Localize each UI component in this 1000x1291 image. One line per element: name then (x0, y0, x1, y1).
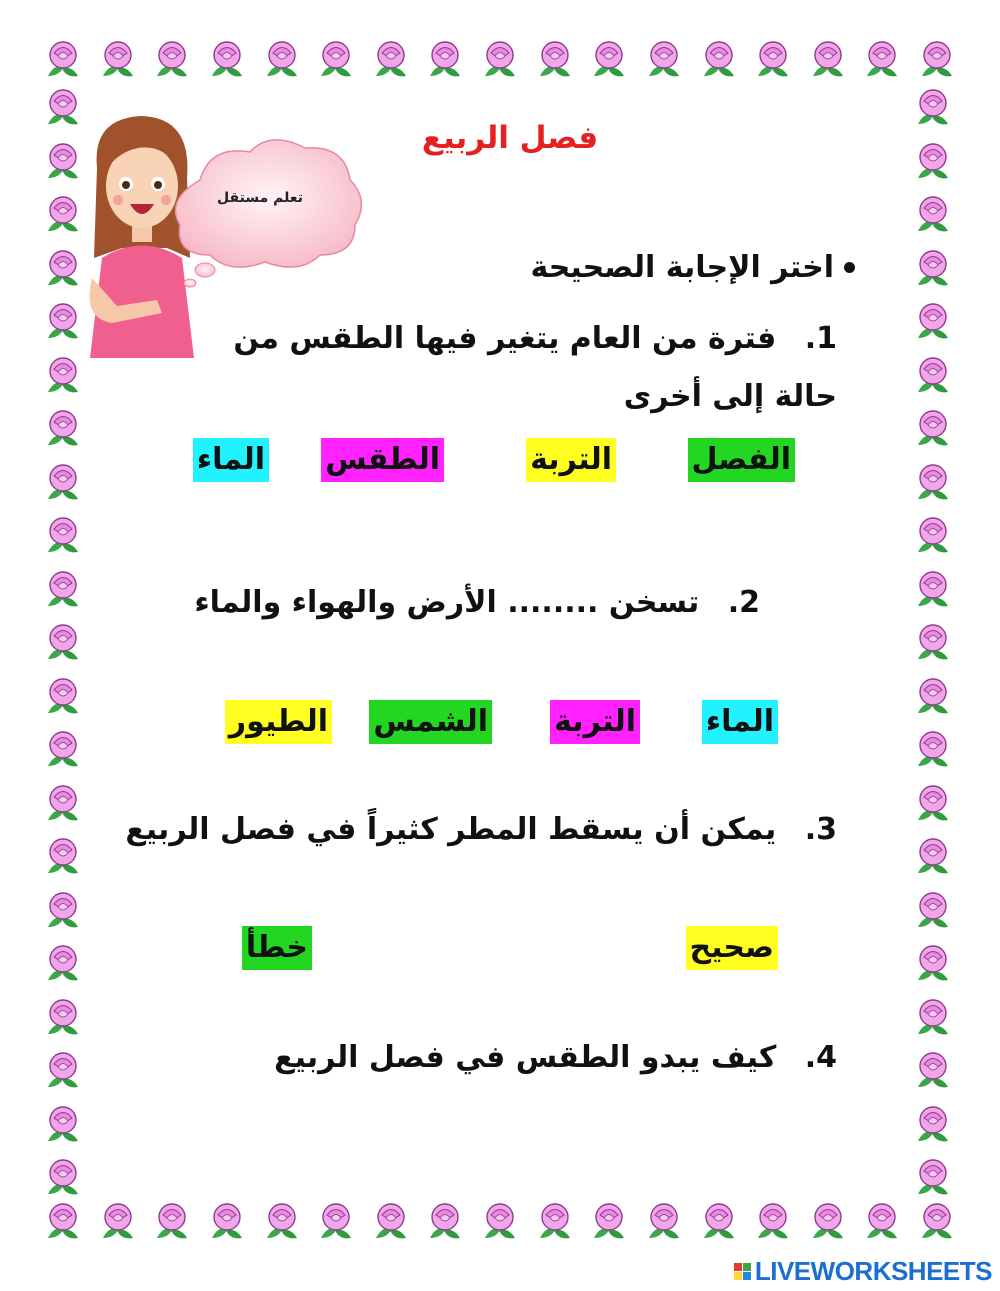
logo-text: LIVEWORKSHEETS (754, 1256, 992, 1286)
rose-icon (910, 780, 956, 826)
rose-icon (40, 84, 86, 130)
rose-icon (477, 36, 523, 82)
answer-option[interactable]: الطيور (225, 700, 332, 744)
rose-icon (532, 36, 578, 82)
rose-icon (40, 36, 86, 82)
liveworksheets-logo (734, 1256, 992, 1287)
rose-icon (40, 1047, 86, 1093)
instruction-text: اختر الإجابة الصحيحة (530, 250, 834, 285)
rose-icon (586, 1198, 632, 1244)
rose-icon (859, 36, 905, 82)
rose-icon (313, 1198, 359, 1244)
question-3 (125, 812, 837, 847)
question-2 (194, 585, 760, 620)
question-text: تسخن ........ الأرض والهواء والماء (194, 585, 700, 620)
rose-icon (910, 138, 956, 184)
rose-icon (259, 1198, 305, 1244)
rose-icon (149, 36, 195, 82)
rose-icon (368, 1198, 414, 1244)
rose-icon (914, 36, 960, 82)
rose-icon (910, 352, 956, 398)
rose-icon (40, 191, 86, 237)
rose-icon (586, 36, 632, 82)
rose-icon (40, 940, 86, 986)
rose-icon (696, 36, 742, 82)
rose-icon (40, 780, 86, 826)
question-4 (274, 1040, 837, 1075)
rose-icon (910, 1154, 956, 1200)
rose-icon (910, 726, 956, 772)
rose-icon (910, 84, 956, 130)
rose-icon (914, 1198, 960, 1244)
rose-icon (40, 1198, 86, 1244)
rose-icon (204, 1198, 250, 1244)
rose-icon (696, 1198, 742, 1244)
rose-icon (149, 1198, 195, 1244)
bullet-icon (844, 262, 855, 273)
answer-option[interactable]: الفصل (688, 438, 795, 482)
rose-icon (750, 1198, 796, 1244)
rose-icon (805, 1198, 851, 1244)
rose-icon (368, 36, 414, 82)
rose-icon (40, 566, 86, 612)
question-text: فترة من العام يتغير فيها الطقس من حالة إلى أخرى (233, 321, 837, 414)
rose-icon (910, 512, 956, 558)
rose-icon (40, 1101, 86, 1147)
rose-icon (532, 1198, 578, 1244)
page-title: فصل الربيع (421, 120, 599, 156)
rose-icon (313, 36, 359, 82)
rose-icon (40, 619, 86, 665)
rose-icon (40, 352, 86, 398)
answer-option[interactable]: الشمس (369, 700, 492, 744)
rose-icon (422, 1198, 468, 1244)
rose-icon (910, 566, 956, 612)
rose-icon (805, 36, 851, 82)
rose-icon (750, 36, 796, 82)
rose-icon (40, 298, 86, 344)
answer-option[interactable]: التربة (526, 438, 616, 482)
rose-icon (40, 245, 86, 291)
question-1 (197, 310, 837, 426)
rose-icon (910, 833, 956, 879)
rose-icon (910, 245, 956, 291)
rose-icon (40, 405, 86, 451)
thought-cloud (160, 130, 370, 290)
question-number: 2. (727, 585, 760, 620)
rose-icon (910, 673, 956, 719)
question-text: يمكن أن يسقط المطر كثيراً في فصل الربيع (125, 812, 777, 847)
rose-icon (95, 36, 141, 82)
answer-option[interactable]: خطأ (242, 926, 312, 970)
speech-bubble-text: تعلم مستقل (217, 190, 303, 206)
logo-blocks-icon (734, 1263, 751, 1280)
rose-icon (477, 1198, 523, 1244)
rose-icon (40, 459, 86, 505)
rose-icon (910, 405, 956, 451)
rose-icon (40, 673, 86, 719)
rose-icon (910, 887, 956, 933)
rose-icon (40, 726, 86, 772)
rose-icon (40, 512, 86, 558)
rose-icon (40, 833, 86, 879)
rose-icon (910, 994, 956, 1040)
rose-icon (859, 1198, 905, 1244)
rose-icon (95, 1198, 141, 1244)
answer-option[interactable]: الماء (702, 700, 778, 744)
rose-icon (641, 36, 687, 82)
question-number: 3. (804, 812, 837, 847)
rose-icon (40, 138, 86, 184)
answer-option[interactable]: الماء (193, 438, 269, 482)
rose-icon (910, 298, 956, 344)
rose-icon (910, 191, 956, 237)
floral-border-bottom (40, 1198, 960, 1246)
rose-icon (910, 940, 956, 986)
rose-icon (40, 1154, 86, 1200)
rose-icon (910, 1101, 956, 1147)
rose-icon (40, 994, 86, 1040)
rose-icon (910, 1047, 956, 1093)
answer-option[interactable]: صحيح (686, 926, 778, 970)
answer-option[interactable]: الطقس (321, 438, 444, 482)
instruction-line (531, 250, 855, 285)
rose-icon (204, 36, 250, 82)
rose-icon (259, 36, 305, 82)
question-number: 4. (804, 1040, 837, 1075)
floral-border-right (910, 84, 958, 1200)
rose-icon (910, 619, 956, 665)
question-text: كيف يبدو الطقس في فصل الربيع (274, 1040, 777, 1075)
rose-icon (641, 1198, 687, 1244)
rose-icon (910, 459, 956, 505)
floral-border-top (40, 36, 960, 84)
floral-border-left (40, 84, 88, 1200)
question-number: 1. (804, 321, 837, 356)
rose-icon (422, 36, 468, 82)
answer-option[interactable]: التربة (550, 700, 640, 744)
rose-icon (40, 887, 86, 933)
